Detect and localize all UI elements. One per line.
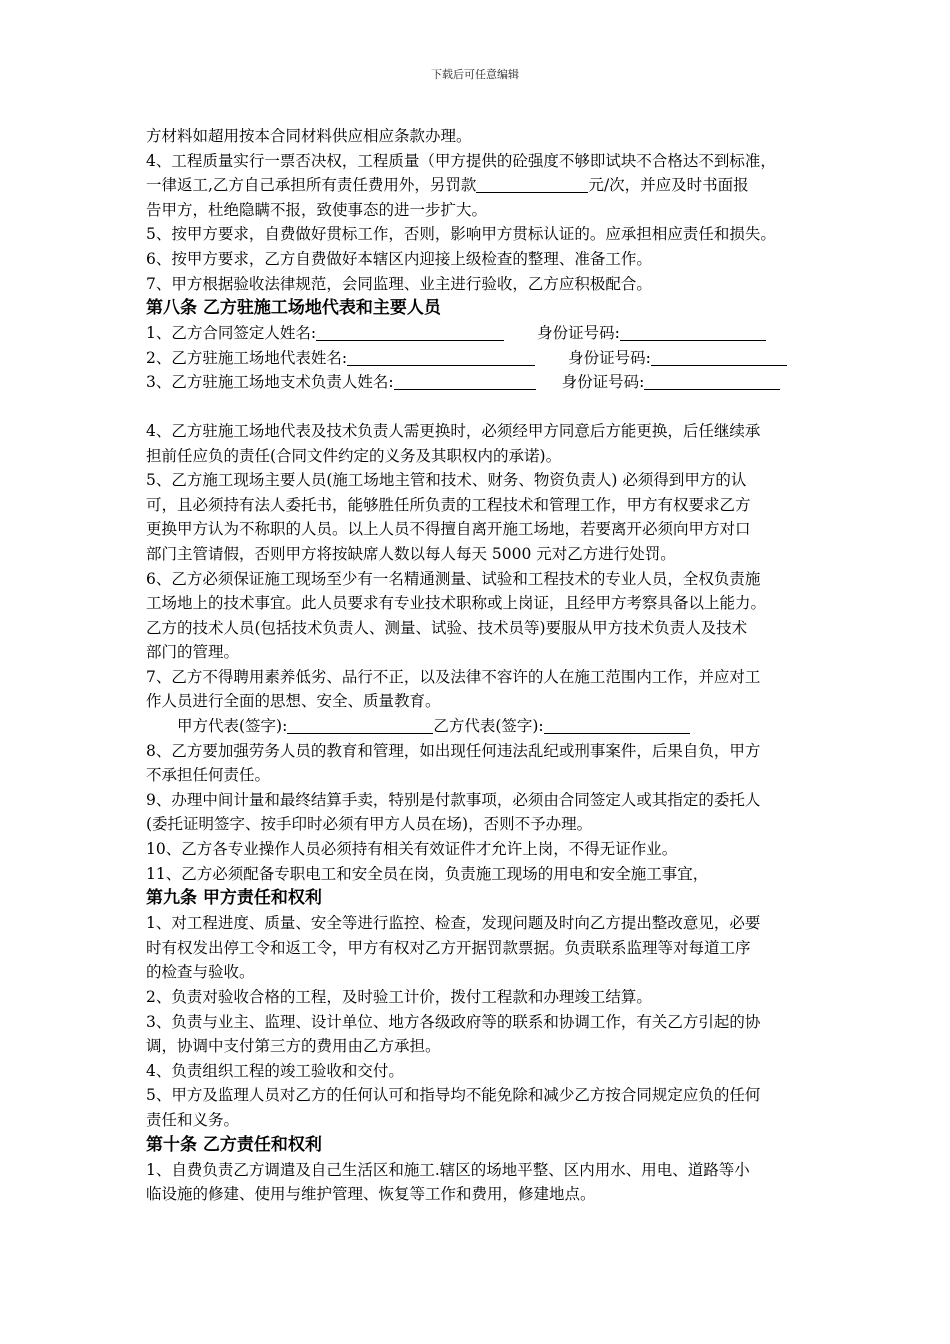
paragraph-line: 5、乙方施工现场主要人员(施工场地主管和技术、财务、物资负责人) 必须得到甲方的认: [146, 471, 747, 490]
id-number-blank[interactable]: [620, 324, 766, 341]
signer-name-blank[interactable]: [316, 324, 504, 341]
field-label: 3、乙方驻施工场地支术负责人姓名:: [146, 373, 394, 392]
paragraph-line: 4、工程质量实行一票否决权，工程质量（甲方提供的砼强度不够即试块不合格达不到标准，: [146, 151, 776, 170]
paragraph-line: 7、甲方根据验收法律规范，会同监理、业主进行验收，乙方应积极配合。: [146, 274, 652, 293]
paragraph-line: 乙方的技术人员(包括技术负责人、测量、试验、技术员等)要服从甲方技术负责人及技术: [146, 618, 748, 637]
paragraph-line: 临设施的修建、使用与维护管理、恢复等工作和费用，修建地点。: [146, 1185, 596, 1204]
paragraph-line: 3、负责与业主、监理、设计单位、地方各级政府等的联系和协调工作，有关乙方引起的协: [146, 1012, 761, 1031]
paragraph-line: 8、乙方要加强劳务人员的教育和管理，如出现任何违法乱纪或刑事案件，后果自负，甲方: [146, 741, 761, 760]
section-title-8: 第八条 乙方驻施工场地代表和主要人员: [146, 298, 441, 319]
form-line: [146, 321, 816, 346]
signature-line: [146, 714, 816, 739]
paragraph-line: 调，协调中支付第三方的费用由乙方承担。: [146, 1037, 441, 1056]
paragraph-line: 5、按甲方要求，自费做好贯标工作，否则，影响甲方贯标认证的。应承担相应责任和损失。: [146, 225, 776, 244]
paragraph-line: 11、乙方必须配备专职电工和安全员在岗，负责施工现场的用电和安全施工事宜，: [146, 864, 709, 883]
field-label: 1、乙方合同签定人姓名:: [146, 324, 317, 343]
paragraph-line: [146, 173, 816, 198]
section-title-9: 第九条 甲方责任和权利: [146, 888, 322, 909]
paragraph-line: 4、乙方驻施工场地代表及技术负责人需更换时，必须经甲方同意后方能更换，后任继续承: [146, 421, 761, 440]
signature-label: 乙方代表(签字):: [433, 717, 544, 736]
section-title-10: 第十条 乙方责任和权利: [146, 1134, 322, 1155]
party-a-signature-blank[interactable]: [287, 717, 433, 734]
field-label: 2、乙方驻施工场地代表姓名:: [146, 348, 348, 367]
paragraph-line: 5、甲方及监理人员对乙方的任何认可和指导均不能免除和减少乙方按合同规定应负的任何: [146, 1086, 761, 1105]
paragraph-line: 部门的管理。: [146, 643, 240, 662]
fine-amount-blank[interactable]: [476, 176, 588, 193]
tech-lead-name-blank[interactable]: [394, 373, 536, 390]
field-label: 身份证号码:: [568, 348, 651, 367]
paragraph-line: 部门主管请假，否则甲方将按缺席人数以每人每天 5000 元对乙方进行处罚。: [146, 544, 676, 563]
paragraph-line: 1、自费负责乙方调遣及自己生活区和施工.辖区的场地平整、区内用水、用电、道路等小: [146, 1160, 750, 1179]
id-number-blank[interactable]: [644, 373, 780, 390]
page-header: 下载后可任意编辑: [431, 68, 519, 81]
paragraph-line: 7、乙方不得聘用素养低劣、品行不正，以及法律不容许的人在施工范围内工作，并应对工: [146, 667, 761, 686]
paragraph-line: 6、乙方必须保证施工现场至少有一名精通测量、试验和工程技术的专业人员，全权负责施: [146, 569, 761, 588]
form-line: [146, 370, 816, 395]
party-b-signature-blank[interactable]: [544, 717, 690, 734]
paragraph-line: 更换甲方认为不称职的人员。以上人员不得擅自离开施工场地，若要离开必须向甲方对口: [146, 520, 751, 539]
paragraph-line: 时有权发出停工令和返工令，甲方有权对乙方开据罚款票据。负责联系监理等对每道工序: [146, 938, 751, 957]
paragraph-line: 4、负责组织工程的竣工验收和交付。: [146, 1061, 404, 1080]
paragraph-text: 一律返工,乙方自己承担所有责任费用外，另罚款: [146, 176, 477, 195]
signature-label: 甲方代表(签字):: [177, 717, 288, 736]
paragraph-line: 2、负责对验收合格的工程，及时验工计价，拨付工程款和办理竣工结算。: [146, 988, 652, 1006]
paragraph-line: 可，且必须持有法人委托书，能够胜任所负责的工程技术和管理工作，甲方有权要求乙方: [146, 495, 751, 514]
paragraph-line: (委托证明签字、按手印时必须有甲方人员在场)，否则不予办理。: [146, 815, 593, 834]
paragraph-line: 不承担任何责任。: [146, 766, 271, 785]
form-line: [146, 346, 816, 371]
paragraph-line: 工场地上的技术事宜。此人员要求有专业技术职称或上岗证，且经甲方考察具备以上能力。: [146, 594, 767, 613]
paragraph-line: 告甲方，杜绝隐瞒不报，致使事态的进一步扩大。: [146, 200, 488, 219]
paragraph-text: 元/次，并应及时书面报: [588, 176, 749, 195]
field-label: 身份证号码:: [561, 373, 645, 392]
paragraph-line: 1、对工程进度、质量、安全等进行监控、检查，发现问题及时向乙方提出整改意见，必要: [146, 914, 761, 933]
paragraph-line: 10、乙方各专业操作人员必须持有相关有效证件才允许上岗，不得无证作业。: [146, 840, 678, 859]
paragraph-line: 的检查与验收。: [146, 963, 255, 982]
id-number-blank[interactable]: [651, 349, 787, 366]
paragraph-line: 责任和义务。: [146, 1110, 240, 1129]
paragraph-line: 9、办理中间计量和最终结算手卖，特别是付款事项，必须由合同签定人或其指定的委托人: [146, 790, 761, 809]
field-label: 身份证号码:: [537, 324, 620, 343]
paragraph-line: 6、按甲方要求，乙方自费做好本辖区内迎接上级检查的整理、准备工作。: [146, 249, 652, 268]
paragraph-line: 作人员进行全面的思想、安全、质量教育。: [146, 692, 441, 711]
contract-body: [146, 124, 816, 1207]
paragraph-line: 方材料如超用按本合同材料供应相应条款办理。: [146, 127, 472, 145]
site-rep-name-blank[interactable]: [347, 349, 535, 366]
paragraph-line: 担前任应负的责任(合同文件约定的义务及其职权内的承诺)。: [146, 446, 562, 465]
blank-line: [146, 395, 816, 419]
